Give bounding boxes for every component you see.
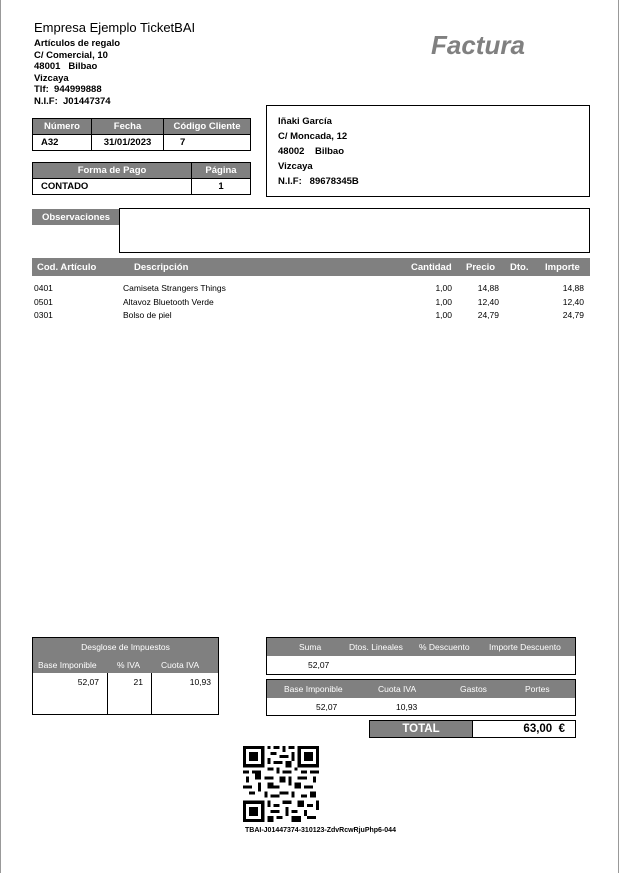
item-description: Camiseta Strangers Things <box>123 283 226 293</box>
item-quantity: 1,00 <box>435 310 452 320</box>
item-description: Altavoz Bluetooth Verde <box>123 296 214 307</box>
sum-label: Suma <box>299 642 322 652</box>
item-quantity: 1,00 <box>435 296 452 307</box>
company-name: Empresa Ejemplo TicketBAI <box>34 20 196 35</box>
summary-header <box>267 638 575 656</box>
tax-base: 52,07 <box>77 677 99 687</box>
company-details <box>34 38 120 107</box>
discount-pct-label: % Descuento <box>419 642 470 652</box>
invoice-number: A32 <box>33 135 92 151</box>
tbai-code: TBAI-J01447374-310123-ZdvRcwRjuPhp6-044 <box>245 827 396 834</box>
invoice-info-table <box>32 118 251 151</box>
item-amount: 12,40 <box>562 296 584 307</box>
qr-code-icon <box>243 746 319 822</box>
client-address: C/ Moncada, 12 <box>278 131 348 142</box>
summary-box <box>266 637 576 675</box>
item-code: 0401 <box>34 283 53 293</box>
items-header <box>32 258 590 276</box>
client-box <box>266 105 590 197</box>
header-client-code: Código Cliente <box>164 119 251 135</box>
tax-quota: 10,93 <box>189 677 211 687</box>
tax-rate-label: % IVA <box>117 660 140 670</box>
tax-breakdown-values <box>33 673 218 714</box>
header-number: Número <box>33 119 92 135</box>
tax-breakdown-header <box>33 656 218 673</box>
item-description: Bolso de piel <box>123 310 172 320</box>
invoice-date: 31/01/2023 <box>92 135 164 151</box>
client-province: Vizcaya <box>278 161 313 172</box>
item-price: 14,88 <box>477 283 499 293</box>
item-amount: 14,88 <box>562 283 584 293</box>
total-label: TOTAL <box>369 720 473 738</box>
tax-breakdown <box>32 637 219 715</box>
discount-amount-label: Importe Descuento <box>489 642 561 652</box>
observations-box <box>119 208 590 253</box>
header-payment-method: Forma de Pago <box>33 163 192 179</box>
item-price: 24,79 <box>477 310 499 320</box>
client-nif: N.I.F: 89678345B <box>278 176 359 187</box>
item-amount: 24,79 <box>562 310 584 320</box>
summary-values <box>267 656 575 674</box>
item-price: 12,40 <box>477 296 499 307</box>
quota-label: Cuota IVA <box>378 684 417 694</box>
quota-value: 10,93 <box>396 702 418 712</box>
sum-value: 52,07 <box>308 660 330 670</box>
col-code: Cod. Artículo <box>37 262 97 273</box>
tax-quota-label: Cuota IVA <box>161 660 200 670</box>
items-list <box>32 283 590 324</box>
company-activity: Artículos de regalo <box>34 38 121 49</box>
base-summary-box <box>266 679 576 716</box>
client-code: 7 <box>164 135 251 151</box>
tax-base-label: Base Imponible <box>38 660 97 670</box>
base-label: Base Imponible <box>284 684 343 694</box>
client-postal-city: 48002 Bilbao <box>278 146 345 157</box>
observations-label: Observaciones <box>32 209 120 225</box>
shipping-label: Portes <box>525 684 550 694</box>
page-number: 1 <box>192 179 251 195</box>
payment-method: CONTADO <box>33 179 192 195</box>
col-quantity: Cantidad <box>411 262 452 273</box>
base-summary-values <box>267 698 575 715</box>
company-postal-city: 48001 Bilbao <box>34 61 98 72</box>
line-discount-label: Dtos. Lineales <box>349 642 403 652</box>
tax-breakdown-title: Desglose de Impuestos <box>33 638 218 656</box>
company-address: C/ Comercial, 10 <box>34 49 108 61</box>
table-row <box>32 310 590 324</box>
payment-table <box>32 162 251 195</box>
col-discount: Dto. <box>510 262 529 273</box>
total-value: 63,00 € <box>472 720 576 738</box>
company-phone: Tlf: 944999888 <box>34 84 102 95</box>
base-summary-header <box>267 680 575 698</box>
header-page: Página <box>192 163 251 179</box>
item-code: 0501 <box>34 296 53 307</box>
col-description: Descripción <box>134 262 189 273</box>
expenses-label: Gastos <box>460 684 487 694</box>
company-province: Vizcaya <box>34 72 69 84</box>
col-amount: Importe <box>545 262 580 273</box>
table-row <box>32 297 590 311</box>
base-value: 52,07 <box>316 702 338 712</box>
item-code: 0301 <box>34 310 53 320</box>
table-row <box>32 283 590 297</box>
client-name: Iñaki García <box>278 116 332 127</box>
company-nif: N.I.F: J01447374 <box>34 95 111 107</box>
item-quantity: 1,00 <box>435 283 452 293</box>
tax-rate: 21 <box>133 677 143 687</box>
document-title: Factura <box>431 30 525 60</box>
col-price: Precio <box>466 262 496 273</box>
header-date: Fecha <box>92 119 164 135</box>
